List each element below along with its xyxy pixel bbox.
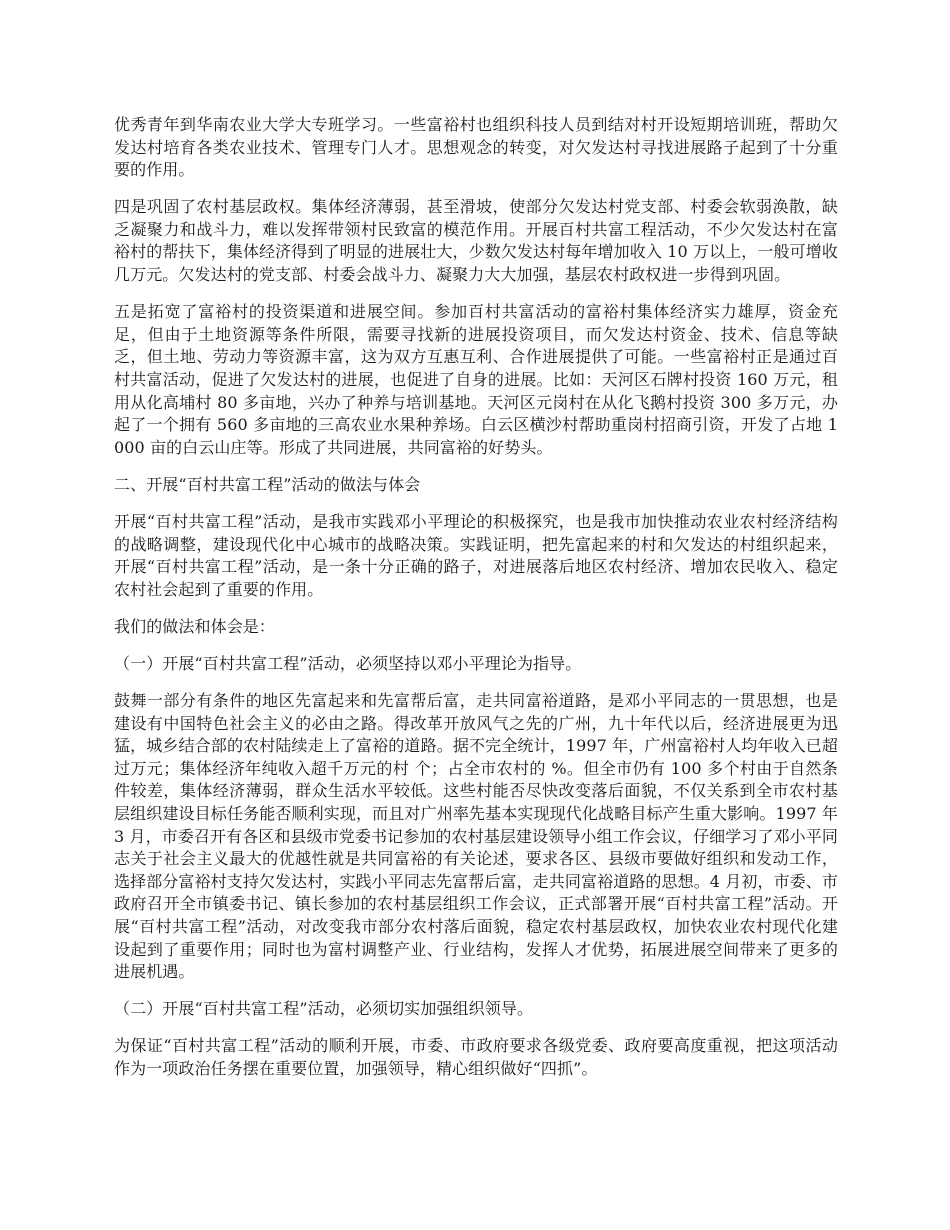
paragraph-point-four: 四是巩固了农村基层政权。集体经济薄弱，甚至滑坡，使部分欠发达村党支部、村委会软弱涣散，缺乏凝聚力和战斗力，难以发挥带领村民致富的模范作用。开展百村共富工程活动，不少欠发达村在富裕村的帮扶下，集体经济得到了明显的进展壮大，少数欠发达村每年增加收入 10 万以上，一般可增收几万元。欠发达村的党支部、村委会战斗力、凝聚力大大加强，基层农村政权进一步得到巩固。	[114, 197, 838, 285]
paragraph-section-intro: 开展“百村共富工程”活动，是我市实践邓小平理论的积极探究，也是我市加快推动农业农村经济结构的战略调整，建设现代化中心城市的战略决策。实践证明，把先富起来的村和欠发达的村组织起来，开展“百村共富工程”活动，是一条十分正确的路子，对进展落后地区农村经济、增加农民收入、稳定农村社会起到了重要的作用。	[114, 511, 838, 599]
paragraph-poverty-training: 优秀青年到华南农业大学大专班学习。一些富裕村也组织科技人员到结对村开设短期培训班，帮助欠发达村培育各类农业技术、管理专门人才。思想观念的转变，对欠发达村寻找进展路子起到了十分重要的作用。	[114, 115, 838, 180]
document-body	[114, 114, 838, 1095]
section-heading-two: 二、开展“百村共富工程”活动的做法与体会	[114, 474, 421, 494]
paragraph-organization: 为保证“百村共富工程”活动的顺利开展，市委、市政府要求各级党委、政府要高度重视，把这项活动作为一项政治任务摆在重要位置，加强领导，精心组织做好“四抓”。	[114, 1036, 838, 1078]
subheading-two: （二）开展“百村共富工程”活动，必须切实加强组织领导。	[114, 999, 534, 1019]
paragraph-point-five: 五是拓宽了富裕村的投资渠道和进展空间。参加百村共富活动的富裕村集体经济实力雄厚，资金充足，但由于土地资源等条件所限，需要寻找新的进展投资项目，而欠发达村资金、技术、信息等缺乏，但土地、劳动力等资源丰富，这为双方互惠互利、合作进展提供了可能。一些富裕村正是通过百村共富活动，促进了欠发达村的进展，也促进了自身的进展。比如：天河区石牌村投资 160 万元，租用从化高埔村 80 多亩地，兴办了种养与培训基地。天河区元岗村在从化飞鹅村投资 300 多万元，办起了一个拥有 560 多亩地的三高农业水果种养场。白云区横沙村帮助重岗村招商引资，开发了占地 1000 亩的白云山庄等。形成了共同进展，共同富裕的好势头。	[114, 302, 838, 457]
paragraph-methods-lead: 我们的做法和体会是：	[114, 616, 276, 636]
paragraph-common-prosperity: 鼓舞一部分有条件的地区先富起来和先富帮后富，走共同富裕道路，是邓小平同志的一贯思想，也是建设有中国特色社会主义的必由之路。得改革开放风气之先的广州，九十年代以后，经济进展更为迅猛，城乡结合部的农村陆续走上了富裕的道路。据不完全统计，1997 年，广州富裕村人均年收入已超过万元；集体经济年纯收入超千万元的村 个；占全市农村的 %。但全市仍有 100 多个村由于自然条件较差，集体经济薄弱，群众生活水平较低。这些村能否尽快改变落后面貌，不仅关系到全市农村基层组织建设目标任务能否顺利实现，而且对广州率先基本实现现代化战略目标产生重大影响。1997 年 3 月，市委召开有各区和县级市党委书记参加的农村基层建设领导小组工作会议，仔细学习了邓小平同志关于社会主义最大的优越性就是共同富裕的有关论述，要求各区、县级市要做好组织和发动工作，选择部分富裕村支持欠发达村，实践小平同志先富帮后富，走共同富裕道路的思想。4 月初，市委、市政府召开全市镇委书记、镇长参加的农村基层组织工作会议，正式部署开展“百村共富工程”活动。开展“百村共富工程”活动，对改变我市部分农村落后面貌，稳定农村基层政权，加快农业农村现代化建设起到了重要作用；同时也为富村调整产业、行业结构，发挥人才优势，拓展进展空间带来了更多的进展机遇。	[114, 690, 838, 982]
subheading-one: （一）开展“百村共富工程”活动，必须坚持以邓小平理论为指导。	[114, 653, 582, 673]
